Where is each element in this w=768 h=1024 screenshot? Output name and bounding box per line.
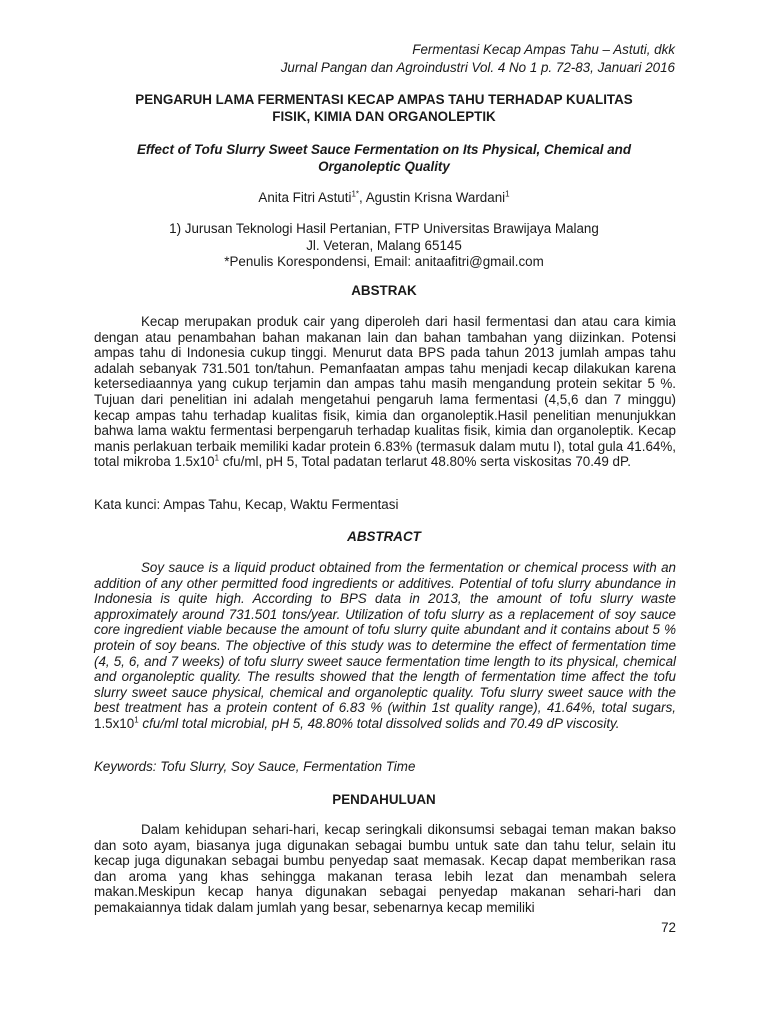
author-1-affiliation-mark: 1* [351, 189, 359, 199]
abstract-text: Soy sauce is a liquid product obtained from the fermentation or chemical process with an addition of any other permitted food ingredients or additives. Potential of tofu slurry abundance in Indonesia is quite high. According to BPS data in 2013, the amount of tofu slurry waste approximately around 731.501 tons/year. Utilization of tofu slurry as a replacement of soy sauce core ingredient viable because the amount of tofu slurry quite abundant and it contains about 5 % protein of soy beans. The objective of this study was to determine the effect of fermentation time (4, 5, 6, and 7 weeks) of tofu slurry sweet sauce fermentation time length to its physical, chemical and organoleptic quality. The results showed that the length of fermentation time affect the tofu slurry sweet sauce physical, chemical and organoleptic quality. Tofu slurry sweet sauce with the best treatment has a protein content of 6.83 % (within 1st quality range), 41.64%, total sugars, [94, 560, 676, 716]
abstract-body [94, 560, 676, 732]
author-separator: , [359, 190, 366, 205]
author-list [80, 189, 688, 206]
abstract-microbe-value: 1.5x10 [94, 715, 135, 731]
affiliation-line-1: 1) Jurusan Teknologi Hasil Pertanian, FTP Universitas Brawijaya Malang [169, 221, 599, 236]
abstrak-exponent: 1 [214, 453, 220, 463]
affiliation [80, 221, 688, 271]
running-head-line-2: Jurnal Pangan dan Agroindustri Vol. 4 No 1 p. 72-83, Januari 2016 [280, 60, 675, 75]
subtitle-line-1: Effect of Tofu Slurry Sweet Sauce Fermentation on Its Physical, Chemical and [136, 142, 632, 157]
pendahuluan-heading: PENDAHULUAN [332, 792, 436, 807]
running-head [281, 41, 675, 77]
abstrak-body [94, 314, 676, 470]
title-line-1: PENGARUH LAMA FERMENTASI KECAP AMPAS TAHU TERHADAP KUALITAS [135, 92, 633, 107]
abstrak-text-end: cfu/ml, pH 5, Total padatan terlarut 48.80% serta viskositas 70.49 dP. [219, 454, 631, 470]
title-line-2: FISIK, KIMIA DAN ORGANOLEPTIK [272, 109, 496, 124]
pendahuluan-body [94, 822, 676, 916]
abstrak-heading: ABSTRAK [351, 283, 417, 298]
kata-kunci: Kata kunci: Ampas Tahu, Kecap, Waktu Fermentasi [94, 497, 399, 512]
abstract-text-end: cfu/ml total microbial, pH 5, 48.80% total dissolved solids and 70.49 dP viscosity. [138, 715, 620, 731]
author-2: Agustin Krisna Wardani [365, 190, 506, 205]
pendahuluan-text: Dalam kehidupan sehari-hari, kecap seringkali dikonsumsi sebagai teman makan bakso dan soto ayam, biasanya juga digunakan sebagai bumbu untuk sate dan tahu telur, selain itu kecap juga digunakan sebagai bumbu penyedap saat memasak. Kecap dapat memberikan rasa dan aroma yang khas sehingga makanan terasa lebih lezat dan menambah selera makan.Meskipun kecap hanya digunakan sebagai penyedap makanan sehari-hari dan pemakaiannya tidak dalam jumlah yang besar, sebenarnya kecap memiliki [94, 822, 676, 915]
author-1: Anita Fitri Astuti [258, 190, 352, 205]
keywords: Keywords: Tofu Slurry, Soy Sauce, Fermentation Time [94, 759, 416, 774]
abstrak-text: Kecap merupakan produk cair yang diperoleh dari hasil fermentasi dan atau cara kimia dengan atau penambahan bahan makanan lain dan bahan tambahan yang diizinkan. Potensi ampas tahu di Indonesia cukup tinggi. Menurut data BPS pada tahun 2013 jumlah ampas tahu adalah sebanyak 731.501 ton/tahun. Pemanfaatan ampas tahu menjadi kecap dilakukan karena ketersediaannya yang cukup terjamin dan ampas tahu masih mengandung protein sekitar 5 %. Tujuan dari penelitian ini adalah mengetahui pengaruh lama fermentasi (4,5,6 dan 7 minggu) kecap ampas tahu terhadap kualitas fisik, kimia dan organoleptik.Hasil penelitian menunjukkan bahwa lama waktu fermentasi berpengaruh terhadap kualitas fisik, kimia dan organoleptik. Kecap manis perlakuan terbaik memiliki kadar protein 6.83% (termasuk dalam mutu I), total gula 41.64%, total mikroba 1.5x10 [94, 314, 676, 470]
abstract-exponent: 1 [134, 715, 139, 725]
author-2-affiliation-mark: 1 [505, 189, 510, 199]
paper-subtitle [80, 141, 688, 175]
running-head-line-1: Fermentasi Kecap Ampas Tahu – Astuti, dkk [412, 42, 675, 57]
paper-title [80, 91, 688, 125]
affiliation-line-2: Jl. Veteran, Malang 65145 [306, 237, 462, 253]
page-number: 72 [661, 920, 676, 935]
subtitle-line-2: Organoleptic Quality [318, 159, 450, 174]
abstract-heading: ABSTRACT [347, 529, 421, 544]
affiliation-line-3: *Penulis Korespondensi, Email: anitaafitri@gmail.com [224, 254, 544, 269]
